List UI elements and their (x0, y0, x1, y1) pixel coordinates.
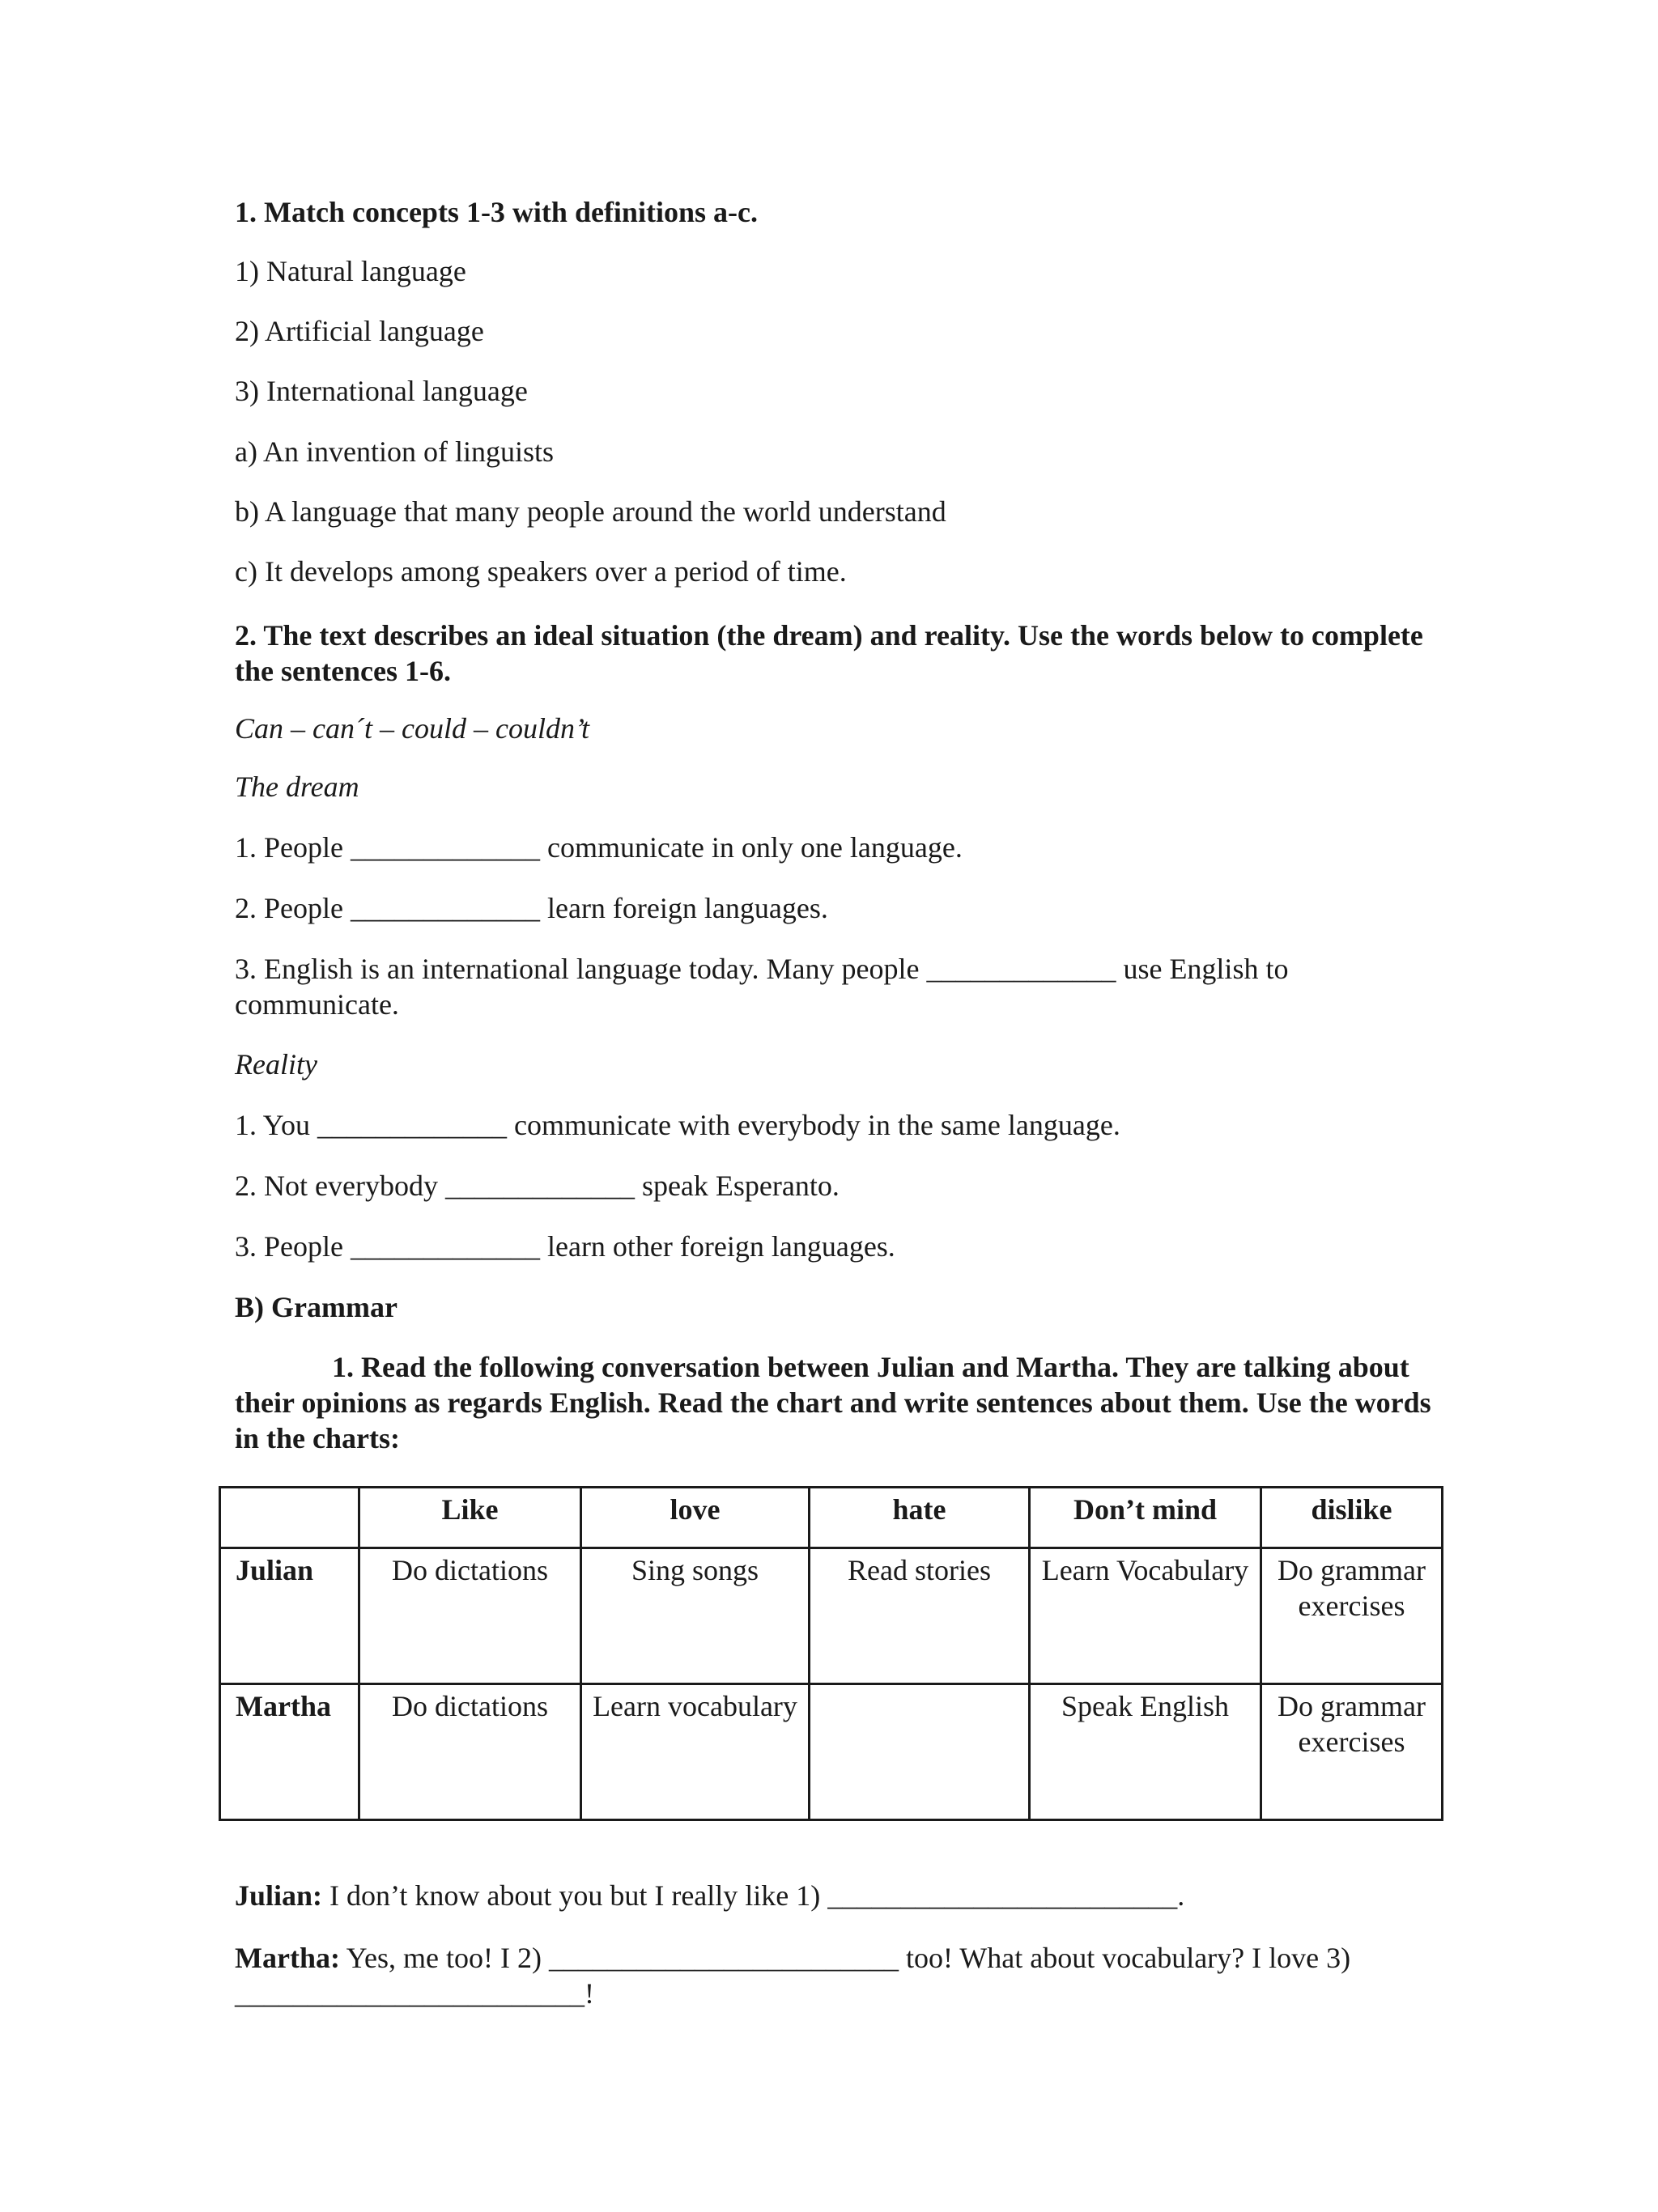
definition-item: c) It develops among speakers over a period of time. (235, 555, 847, 588)
definition-item: b) A language that many people around the world understand (235, 495, 946, 528)
chart-cell: Do dictations (359, 1684, 581, 1820)
word-bank: Can – can´t – could – couldn’t (235, 712, 589, 745)
chart-cell: Do dictations (359, 1548, 581, 1684)
speaker-name: Julian: (235, 1879, 323, 1912)
concept-item: 2) Artificial language (235, 315, 484, 347)
chart-header-dont-mind: Don’t mind (1030, 1488, 1261, 1548)
concept-item: 1) Natural language (235, 255, 466, 287)
row-name: Martha (220, 1684, 359, 1820)
definition-item: a) An invention of linguists (235, 435, 554, 468)
chart-cell: Sing songs (581, 1548, 810, 1684)
exercise-2-heading: 2. The text describes an ideal situation (the dream) and reality. Use the words below to complete the sentences 1-6. (235, 619, 1423, 687)
reality-sentence: 2. Not everybody _____________ speak Esperanto. (235, 1170, 840, 1202)
chart-cell: Read stories (810, 1548, 1030, 1684)
dialogue-line-julian (235, 1878, 1184, 1913)
chart-cell: Do grammar exercises (1261, 1684, 1443, 1820)
dream-sentence: 1. People _____________ communicate in only one language. (235, 831, 963, 864)
chart-cell: Do grammar exercises (1261, 1548, 1443, 1684)
chart-header-dislike: dislike (1261, 1488, 1443, 1548)
grammar-instruction: 1. Read the following conversation between Julian and Martha. They are talking about their opinions as regards English. Read the chart and write sentences about them. Use the words in the charts: (235, 1351, 1431, 1454)
dialogue-text: I don’t know about you but I really like 1) ________________________. (322, 1879, 1185, 1912)
chart-header-like: Like (359, 1488, 581, 1548)
speaker-name: Martha: (235, 1942, 340, 1974)
row-name: Julian (220, 1548, 359, 1684)
reality-sentence: 3. People _____________ learn other foreign languages. (235, 1230, 895, 1263)
chart-header-love: love (581, 1488, 810, 1548)
dream-label: The dream (235, 771, 359, 803)
dream-sentence: 3. English is an international language today. Many people _____________ use English to communicate. (235, 953, 1289, 1021)
chart-cell: Learn vocabulary (581, 1684, 810, 1820)
chart-header-empty (220, 1488, 359, 1548)
dialogue-text: Yes, me too! I 2) ________________________ too! What about vocabulary? I love 3) ________________________! (235, 1942, 1351, 2010)
chart-row-martha (220, 1684, 1443, 1820)
chart-header-row (220, 1488, 1443, 1548)
chart-cell (810, 1684, 1030, 1820)
chart-header-hate: hate (810, 1488, 1030, 1548)
grammar-heading: B) Grammar (235, 1291, 397, 1323)
reality-sentence: 1. You _____________ communicate with everybody in the same language. (235, 1109, 1120, 1141)
chart-cell: Speak English (1030, 1684, 1261, 1820)
chart-row-julian (220, 1548, 1443, 1684)
concept-item: 3) International language (235, 375, 528, 407)
dialogue-line-martha (235, 1940, 1441, 2011)
exercise-1-heading: 1. Match concepts 1-3 with definitions a-c. (235, 196, 758, 228)
reality-label: Reality (235, 1048, 317, 1081)
chart-cell: Learn Vocabulary (1030, 1548, 1261, 1684)
dream-sentence: 2. People _____________ learn foreign languages. (235, 892, 828, 924)
preferences-chart (219, 1486, 1443, 1821)
